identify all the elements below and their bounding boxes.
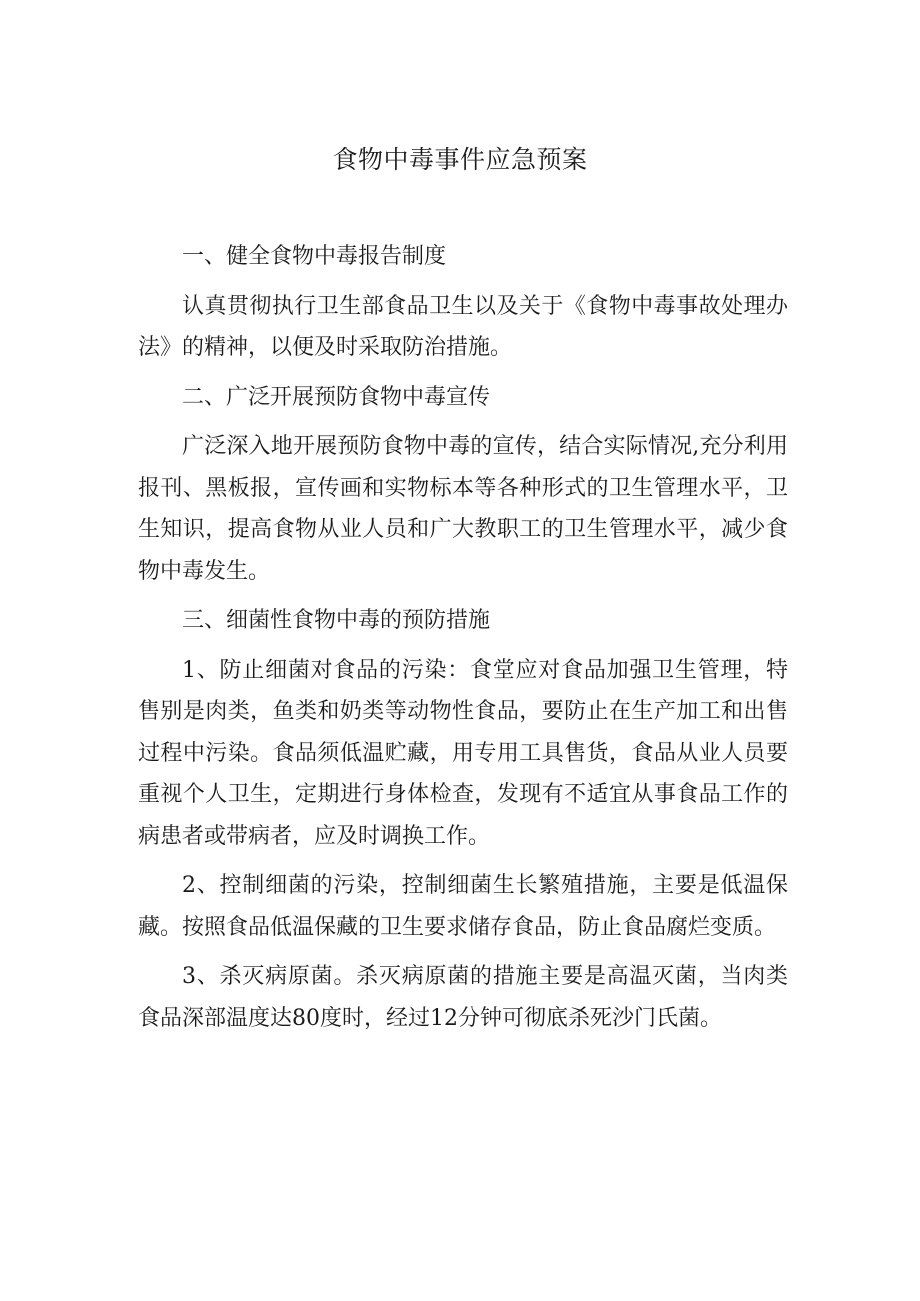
paragraph-measure-3: 3、杀灭病原菌。杀灭病原菌的措施主要是高温灭菌，当肉类食品深部温度达80度时，经过12分钟可彻底杀死沙门氏菌。 (138, 964, 788, 1031)
document-body (138, 236, 788, 1047)
section-heading-2: 二、广泛开展预防食物中毒宣传 (182, 384, 491, 410)
section-heading-3: 三、细菌性食物中毒的预防措施 (182, 608, 491, 633)
paragraph-measure-1: 1、防止细菌对食品的污染：食堂应对食品加强卫生管理，特售别是肉类，鱼类和奶类等动物性食品，要防止在生产加工和出售过程中污染。食品须低温贮藏，用专用工具售货，食品从业人员要重视个人卫生，定期进行身体检查，发现有不适宜从事食品工作的病患者或带病者，应及时调换工作。 (138, 657, 788, 849)
paragraph-reporting-system: 认真贯彻执行卫生部食品卫生以及关于《食物中毒事故处理办法》的精神，以便及时采取防治措施。 (138, 293, 788, 360)
paragraph-measure-2: 2、控制细菌的污染，控制细菌生长繁殖措施，主要是低温保藏。按照食品低温保藏的卫生要求储存食品，防止食品腐烂变质。 (138, 873, 788, 940)
paragraph-publicity: 广泛深入地开展预防食物中毒的宣传，结合实际情况,充分利用报刊、黑板报，宣传画和实物标本等各种形式的卫生管理水平，卫生知识，提高食物从业人员和广大教职工的卫生管理水平，减少食物中毒发生。 (138, 434, 788, 584)
document-title: 食物中毒事件应急预案 (332, 145, 588, 174)
section-heading-1: 一、健全食物中毒报告制度 (182, 244, 447, 269)
